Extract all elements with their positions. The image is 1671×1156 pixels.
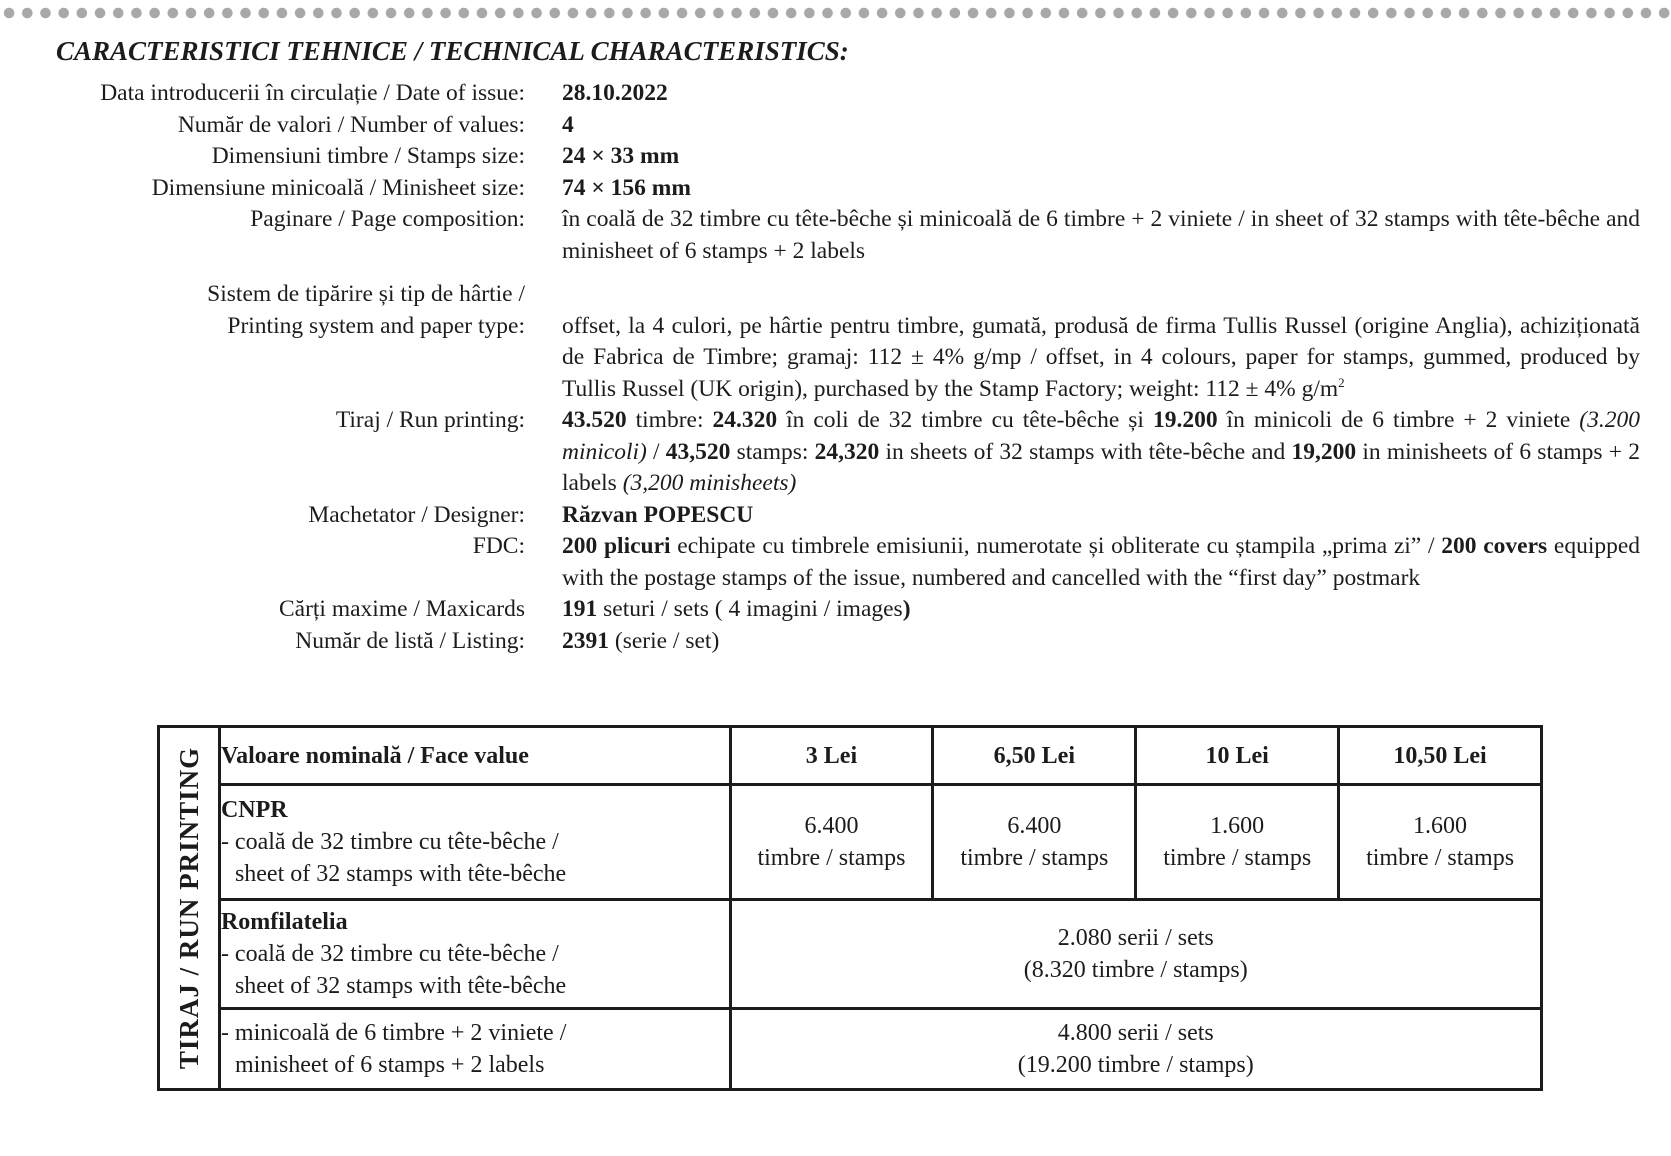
spec-designer (40, 500, 1640, 532)
face-value-2: 6,50 Lei (933, 727, 1136, 785)
spec-value: 74 × 156 mm (562, 174, 691, 201)
romfilatelia-total: 2.080 serii / sets (8.320 timbre / stamps) (730, 900, 1541, 1009)
spec-minisheet-size (40, 173, 1640, 205)
spec-label: FDC: (472, 533, 525, 559)
cnpr-name: CNPR (220, 797, 288, 824)
spec-label: Număr de listă / Listing: (295, 627, 525, 654)
spec-page-composition (40, 204, 1640, 267)
side-label: TIRAJ / RUN PRINTING (173, 746, 204, 1070)
romfilatelia-description: Romfilatelia - coală de 32 timbre cu tête-bêche / sheet of 32 stamps with tête-bêche (219, 900, 730, 1009)
spec-value: 191 seturi / sets ( 4 imagini / images) (562, 596, 911, 622)
minisheet-description: - minicoală de 6 timbre + 2 viniete / minisheet of 6 stamps + 2 labels (219, 1009, 730, 1090)
dotted-border (0, 6, 1671, 20)
spec-listing (40, 626, 1640, 658)
spec-maxicards (40, 594, 1640, 626)
cnpr-count-4: 1.600 timbre / stamps (1339, 785, 1542, 900)
spec-value: 28.10.2022 (562, 80, 668, 106)
face-value-3: 10 Lei (1136, 727, 1339, 785)
spec-label: Tiraj / Run printing: (335, 407, 525, 433)
face-value-1: 3 Lei (730, 727, 933, 785)
spec-value: 24 × 33 mm (562, 143, 680, 169)
spec-value: 200 plicuri echipate cu timbrele emisiunii, numerotate și obliterate cu ștampila „prima zi” / 200 covers equipped with the postage stamps of the issue, numbered and cancelled with the “first day” postmark (562, 533, 1641, 591)
spec-value: Răzvan POPESCU (562, 501, 754, 528)
spec-label: Machetator / Designer: (308, 501, 525, 528)
table-row-romfilatelia (159, 900, 1542, 1009)
spec-date (40, 78, 1640, 110)
page-title: CARACTERISTICI TEHNICE / TECHNICAL CHARACTERISTICS: (56, 36, 849, 66)
spec-value: 43.520 timbre: 24.320 în coli de 32 timbre cu tête-bêche și 19.200 în minicoli de 6 timbre + 2 viniete (3.200 minicoli) / 43,520 stamps: 24,320 in sheets of 32 stamps with tête-bêche and 19,200 in minisheets of 6 stamps + 2 labels (3,200 minisheets) (562, 407, 1641, 496)
spec-label: Dimensiune minicoală / Minisheet size: (151, 174, 525, 201)
spec-fdc (40, 531, 1640, 594)
romfilatelia-name: Romfilatelia (220, 909, 348, 936)
table-row-minisheet (159, 1009, 1542, 1090)
cnpr-count-1: 6.400 timbre / stamps (730, 785, 933, 900)
spec-label: Dimensiuni timbre / Stamps size: (211, 143, 525, 169)
cnpr-count-2: 6.400 timbre / stamps (933, 785, 1136, 900)
cnpr-count-3: 1.600 timbre / stamps (1136, 785, 1339, 900)
spec-stamps-size (40, 141, 1640, 173)
cnpr-description: CNPR - coală de 32 timbre cu tête-bêche / sheet of 32 stamps with tête-bêche (219, 785, 730, 900)
spec-value: în coală de 32 timbre cu tête-bêche și minicoală de 6 timbre + 2 viniete / in sheet of 32 stamps with tête-bêche and minisheet of 6 stamps + 2 labels (562, 206, 1640, 264)
spec-label: Data introducerii în circulație / Date of issue: (100, 80, 525, 106)
spec-label: Sistem de tipărire și tip de hârtie / (207, 281, 525, 307)
side-label-cell (159, 727, 220, 1090)
spec-value: offset, la 4 culori, pe hârtie pentru timbre, gumată, produsă de firma Tullis Russel (origine Anglia), achiziționată de Fabrica de Timbre; gramaj: 112 ± 4% g/mp / offset, in 4 colours, paper for stamps, gummed, produced by Tullis Russel (UK origin), purchased by the Stamp Factory; weight: 112 ± 4% $g/m^2$ (562, 312, 1640, 402)
table-row-cnpr (159, 785, 1542, 900)
spec-label: Cărți maxime / Maxicards (278, 596, 525, 622)
spec-value: 2391 (serie / set) (562, 627, 720, 654)
table-header-row (159, 727, 1542, 785)
spec-label: Printing system and paper type: (227, 312, 525, 339)
spec-values (40, 110, 1640, 142)
spec-printing (40, 311, 1640, 406)
spec-run (40, 405, 1640, 500)
spec-label: Număr de valori / Number of values: (177, 111, 525, 138)
spec-label: Paginare / Page composition: (250, 206, 525, 232)
spec-value: 4 (562, 111, 574, 138)
spec-printing-label-line (40, 279, 1640, 311)
run-printing-table (157, 725, 1543, 1091)
face-value-4: 10,50 Lei (1339, 727, 1542, 785)
specs-list (40, 78, 1640, 657)
minisheet-total: 4.800 serii / sets (19.200 timbre / stamps) (730, 1009, 1541, 1090)
face-value-label: Valoare nominală / Face value (219, 727, 730, 785)
